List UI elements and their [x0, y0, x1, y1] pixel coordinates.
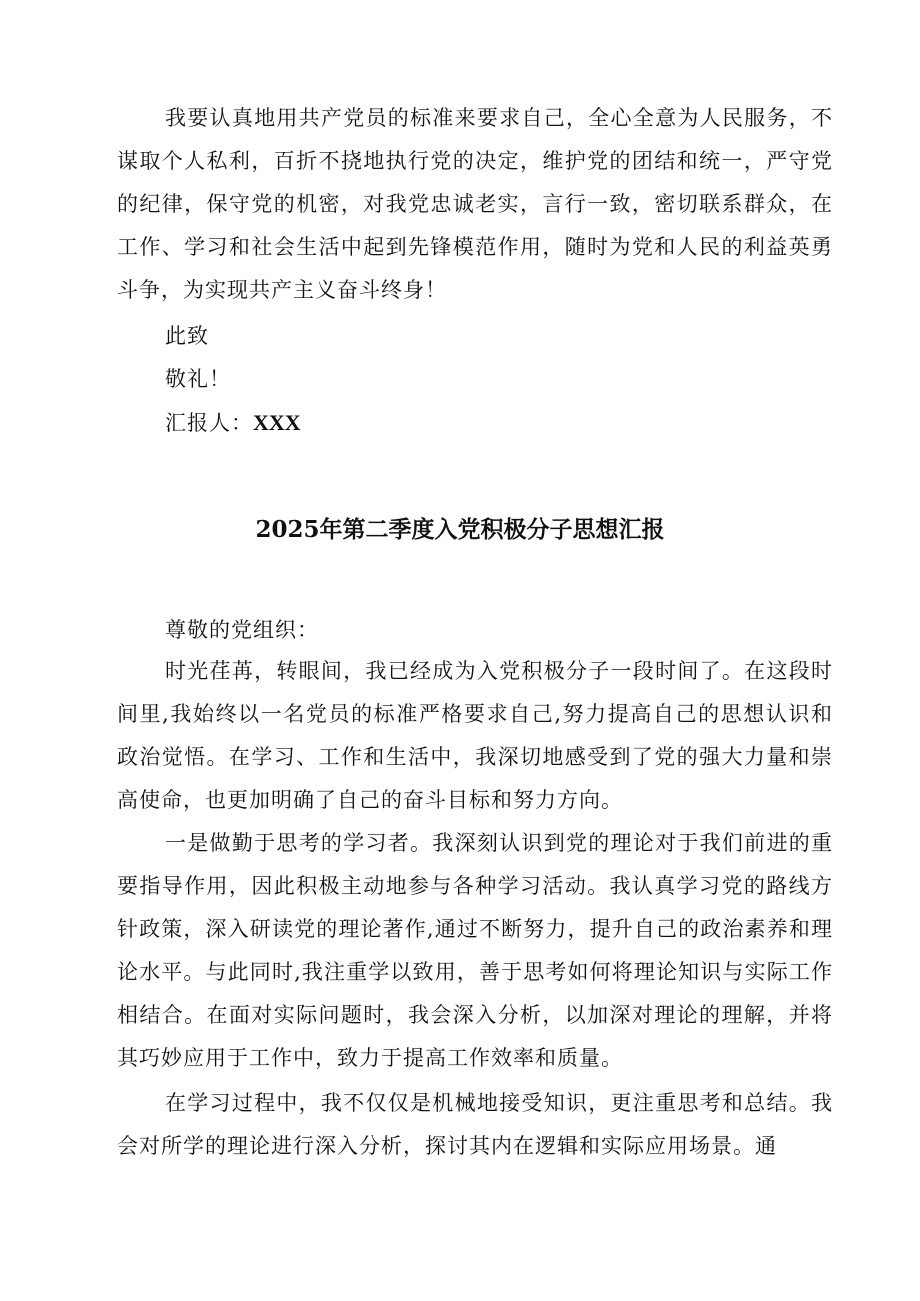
- report-title: 2025年第二季度入党积极分子思想汇报: [255, 516, 665, 543]
- reporter-label: 汇报人：: [165, 411, 253, 435]
- reporter-line: [165, 401, 301, 445]
- body-paragraph-learning-process: 在学习过程中，我不仅仅是机械地接受知识，更注重思考和总结。我会对所学的理论进行深入分析，探讨其内在逻辑和实际应用场景。通: [117, 1091, 833, 1158]
- pledge-paragraph: 我要认真地用共产党员的标准来要求自己，全心全意为人民服务，不谋取个人私利，百折不挠地执行党的决定，维护党的团结和统一，严守党的纪律，保守党的机密，对我党忠诚老实，言行一致，密切联系群众，在工作、学习和社会生活中起到先锋模范作用，随时为党和人民的利益英勇斗争，为实现共产主义奋斗终身！: [117, 106, 833, 302]
- body-paragraph-intro: 时光荏苒，转眼间，我已经成为入党积极分子一段时间了。在这段时间里,我始终以一名党员的标准严格要求自己,努力提高自己的思想认识和政治觉悟。在学习、工作和生活中，我深切地感受到了党的强大力量和崇高使命，也更加明确了自己的奋斗目标和努力方向。: [117, 659, 833, 812]
- salutation: 尊敬的党组织：: [165, 618, 319, 642]
- body-paragraph-learner: 一是做勤于思考的学习者。我深刻认识到党的理论对于我们前进的重要指导作用，因此积极主动地参与各种学习活动。我认真学习党的路线方针政策，深入研读党的理论著作,通过不断努力，提升自己的政治素养和理论水平。与此同时,我注重学以致用，善于思考如何将理论知识与实际工作相结合。在面对实际问题时，我会深入分析，以加深对理论的理解，并将其巧妙应用于工作中，致力于提高工作效率和质量。: [117, 831, 833, 1070]
- closing-jing-li: 敬礼！: [165, 367, 231, 391]
- reporter-name: XXX: [253, 410, 301, 435]
- closing-ci-zhi: 此致: [165, 324, 209, 348]
